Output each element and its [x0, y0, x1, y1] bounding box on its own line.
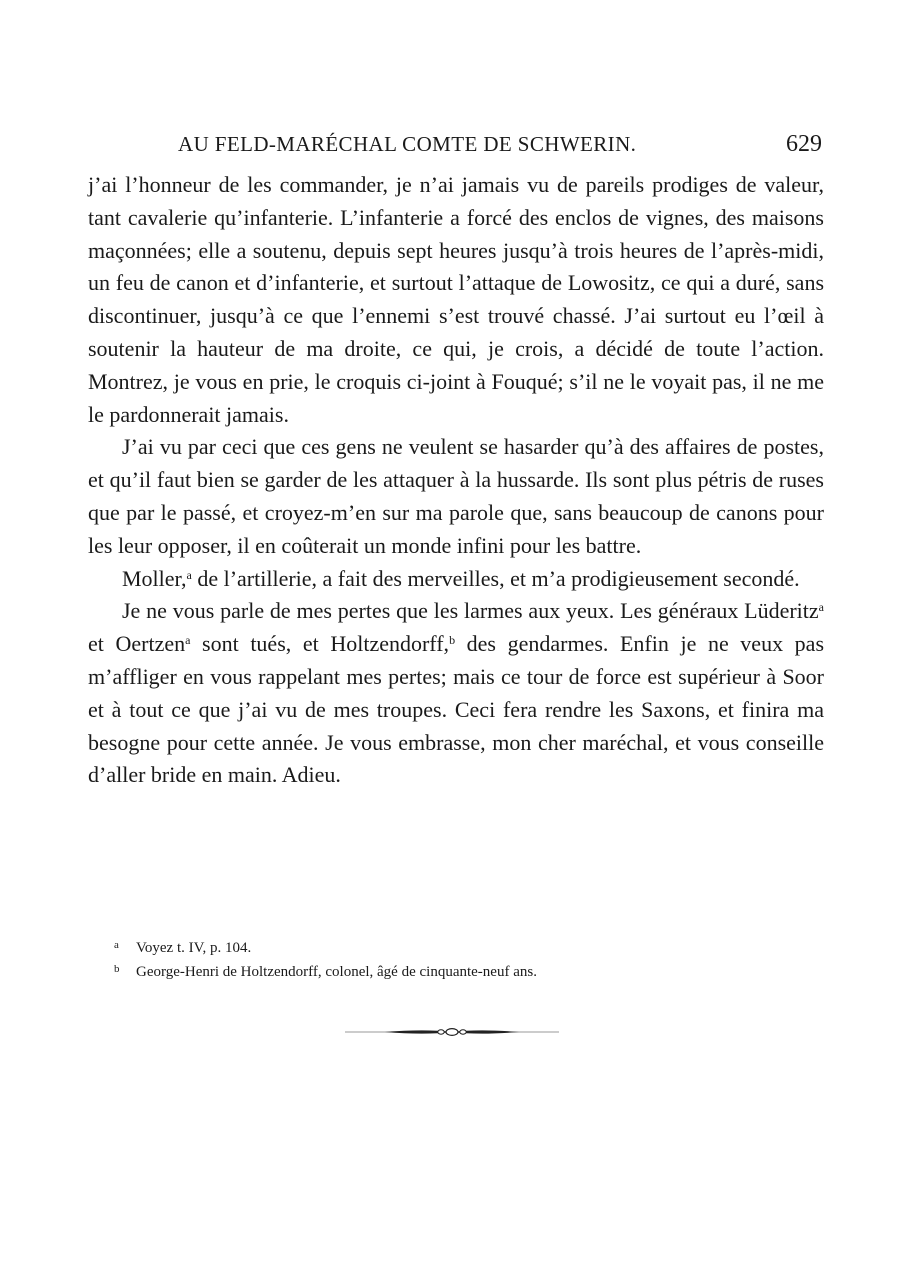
letter-body — [88, 169, 824, 792]
paragraph-3 — [88, 563, 824, 596]
footnote-ref-a: a — [186, 567, 192, 582]
footnote-ref-a: a — [185, 633, 191, 648]
footnote-a: a Voyez t. IV, p. 104. — [114, 939, 252, 956]
paragraph-2: J’ai vu par ceci que ces gens ne veulent se hasarder qu’à des affaires de postes, et qu’il faut bien se garder de les attaquer à la hussarde. Ils sont plus pétris de ruses que par le passé, et croyez-m’en sur ma parole que, sans beaucoup de canons pour les leur opposer, il en coûterait un monde infini pour les battre. — [88, 434, 824, 558]
paragraph-4-text-c: sont tués, et Holtzendorff, — [190, 631, 450, 657]
footnote-ref-b: b — [449, 633, 456, 648]
paragraph-4-text-d: des gendarmes. Enfin je ne veux pas m’affliger en vous rappelant mes pertes; mais ce tour de force est supérieur à Soor et à tout ce que j’ai vu de mes troupes. Ceci fera rendre les Saxons, et finira ma besogne pour cette année. Je vous embrasse, mon cher maréchal, et vous conseille d’aller bride en main. Adieu. — [88, 631, 825, 788]
page-number: 629 — [786, 131, 822, 157]
paragraph-3-text-a: Moller, — [122, 565, 187, 591]
footnote-b: b George-Henri de Holtzendorff, colonel, âgé de cinquante-neuf ans. — [114, 963, 537, 980]
paragraph-4-text-b: et Oertzen — [88, 631, 186, 657]
running-title: AU FELD-MARÉCHAL COMTE DE SCHWERIN. — [178, 132, 637, 156]
paragraph-4 — [88, 595, 824, 792]
paragraph-3-text-b: de l’artillerie, a fait des merveilles, et m’a prodigieusement secondé. — [191, 565, 800, 591]
paragraph-4-text-a: Je ne vous parle de mes pertes que les larmes aux yeux. Les généraux Lüderitz — [122, 598, 819, 624]
running-head — [0, 127, 900, 161]
footnote-text-b: George-Henri de Holtzendorff, colonel, âgé de cinquante-neuf ans. — [136, 964, 537, 980]
paragraph-1: j’ai l’honneur de les commander, je n’ai jamais vu de pareils prodiges de valeur, tant cavalerie qu’infanterie. L’infanterie a forcé des enclos de vignes, des maisons maçonnées; elle a soutenu, depuis sept heures jusqu’à trois heures de l’après-midi, un feu de canon et d’infanterie, et surtout l’attaque de Lowositz, ce qui a duré, sans discontinuer, jusqu’à ce que l’ennemi s’est trouvé chassé. J’ai surtout eu l’œil à soutenir la hauteur de ma droite, ce qui, je crois, a décidé de toute l’action. Montrez, je vous en prie, le croquis ci-joint à Fouqué; s’il ne le voyait pas, il ne me le pardonnerait jamais. — [88, 172, 824, 427]
footnote-ref-a: a — [818, 600, 824, 615]
decorative-tailpiece-ornament — [345, 1024, 559, 1040]
footnotes — [114, 936, 824, 984]
footnote-text-a: Voyez t. IV, p. 104. — [136, 940, 252, 956]
